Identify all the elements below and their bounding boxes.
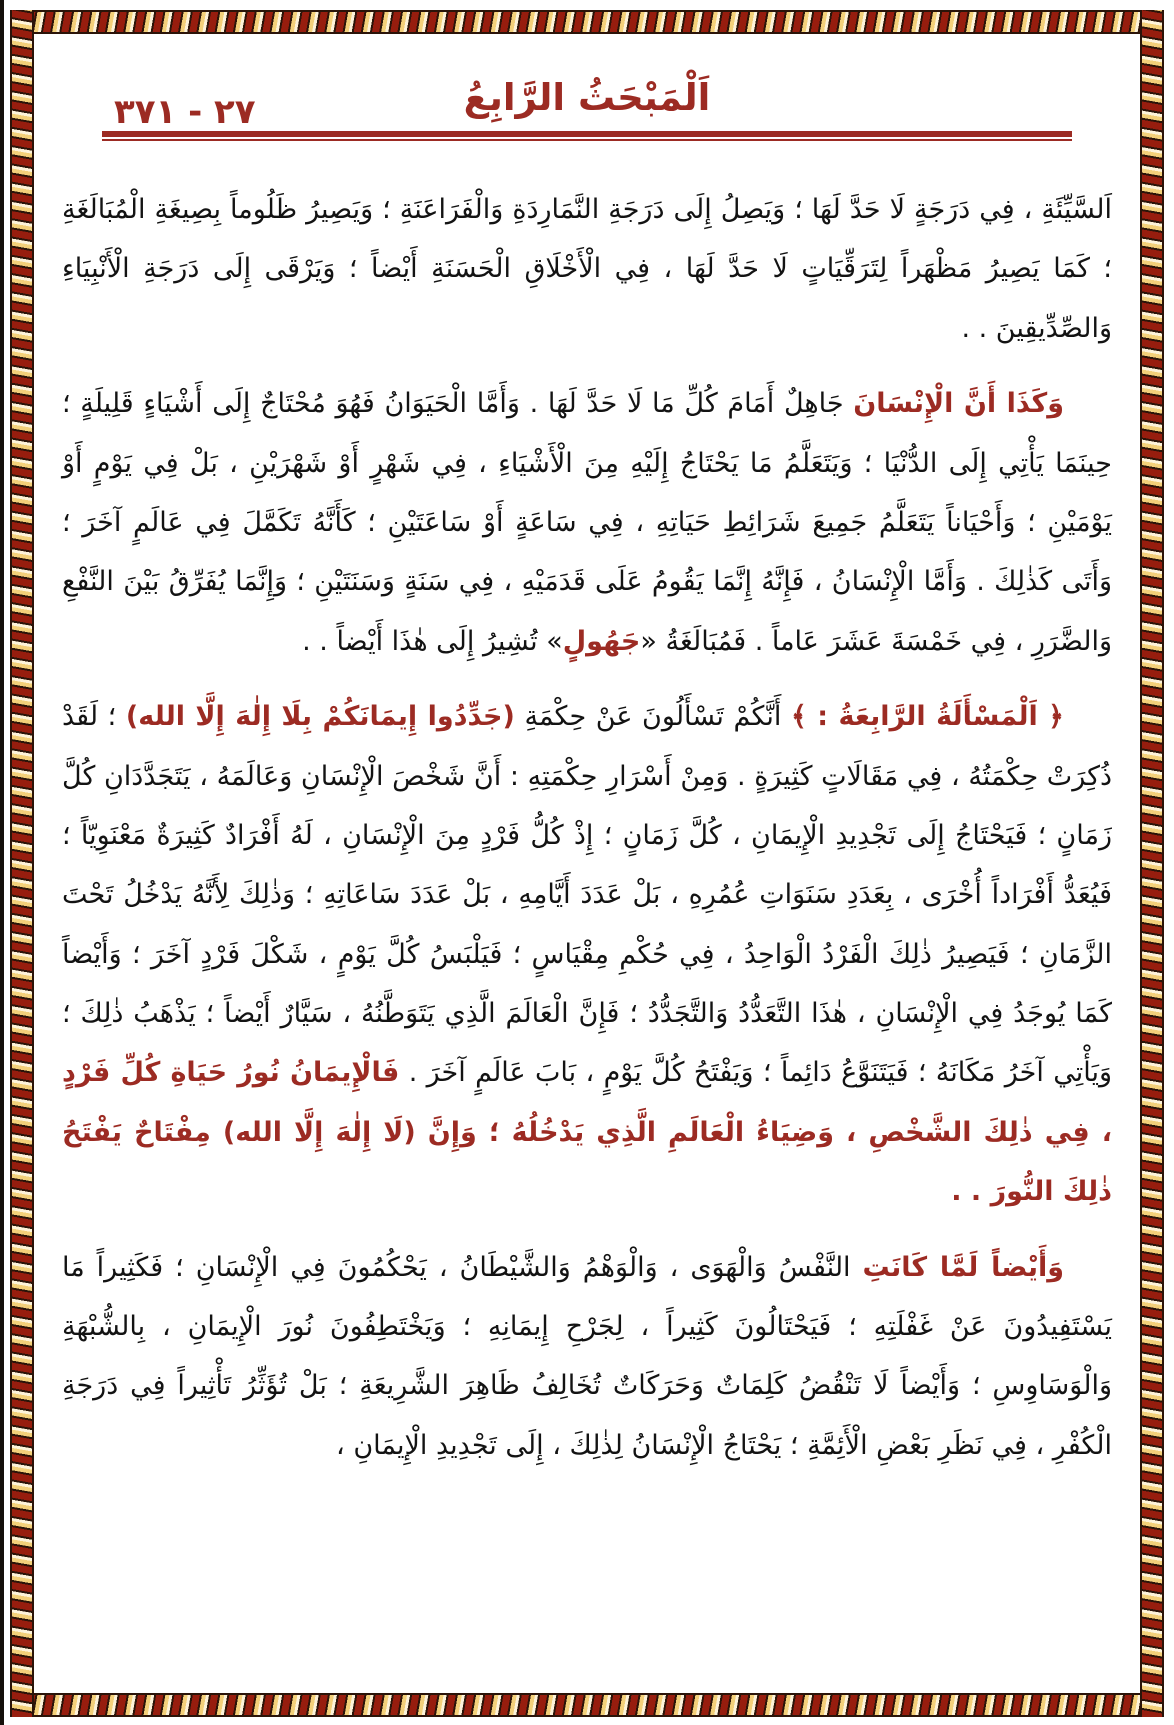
text-run: ﴿ اَلْمَسْأَلَةُ الرَّابِعَةُ : ﴾: [791, 701, 1064, 733]
ornamental-border-left: [10, 10, 34, 1717]
paragraph: [62, 687, 1112, 1222]
paragraph: [62, 374, 1112, 671]
text-run: وَأَيْضاً لَمَّا كَانَتِ: [862, 1251, 1064, 1283]
page-content: [48, 38, 1126, 1689]
page-number: ٣٧١ - ٢٧: [114, 92, 256, 132]
text-run: اَلسَّيِّئَةِ ، فِي دَرَجَةٍ لَا حَدَّ لَهَا ؛ وَيَصِلُ إِلَى دَرَجَةِ النَّمَارِدَةِ وَالْفَرَاعَنَةِ ؛ وَيَصِيرُ ظَلُوماً بِصِيغَةِ الْمُبَالَغَةِ ؛ كَمَا يَصِيرُ مَظْهَراً لِتَرَقِّيَاتٍ لَا حَدَّ لَهَا ، فِي الْأَخْلَاقِ الْحَسَنَةِ أَيْضاً ؛ وَيَرْقَى إِلَى دَرَجَةِ الْأَنْبِيَاءِ وَالصِّدِّيقِينَ . .: [62, 194, 1112, 344]
page-header: [62, 66, 1112, 158]
text-run: أَنَّكُمْ تَسْأَلُونَ عَنْ حِكْمَةِ: [514, 701, 792, 733]
title-divider-rule: [102, 131, 1072, 141]
text-run: ؛ لَقَدْ ذُكِرَتْ حِكْمَتُهُ ، فِي مَقَالَاتٍ كَثِيرَةٍ . وَمِنْ أَسْرَارِ حِكْمَتِهِ : أَنَّ شَخْصَ الْإِنْسَانِ وَعَالَمَهُ ، يَتَجَدَّدَانِ كُلَّ زَمَانٍ ؛ فَيَحْتَاجُ إِلَى تَجْدِيدِ الْإِيمَانِ ، كُلَّ زَمَانٍ ؛ إِذْ كُلُّ فَرْدٍ مِنَ الْإِنْسَانِ ، لَهُ أَفْرَادٌ كَثِيرَةٌ مَعْنَوِيّاً ؛ فَيُعَدُّ أَفْرَاداً أُخْرَى ، بِعَدَدِ سَنَوَاتِ عُمُرِهِ ، بَلْ عَدَدَ أَيَّامِهِ ، بَلْ عَدَدَ سَاعَاتِهِ ؛ وَذٰلِكَ لِأَنَّهُ يَدْخُلُ تَحْتَ الزَّمَانِ ؛ فَيَصِيرُ ذٰلِكَ الْفَرْدُ الْوَاحِدُ ، فِي حُكْمِ مِقْيَاسٍ ؛ فَيَلْبَسُ كُلَّ يَوْمٍ ، شَكْلَ فَرْدٍ آخَرَ ؛ وَأَيْضاً كَمَا يُوجَدُ فِي الْإِنْسَانِ ، هٰذَا التَّعَدُّدُ وَالتَّجَدُّدُ ؛ فَإِنَّ الْعَالَمَ الَّذِي يَتَوَطَّنُهُ ، سَيَّارٌ أَيْضاً ؛ يَذْهَبُ ذٰلِكَ ؛ وَيَأْتِي آخَرُ مَكَانَهُ ؛ فَيَتَنَوَّعُ دَائِماً ؛ وَيَفْتَحُ كُلَّ يَوْمٍ ، بَابَ عَالَمٍ آخَرَ .: [62, 701, 1113, 1089]
text-run: جَاهِلٌ أَمَامَ كُلِّ مَا لَا حَدَّ لَهَا . وَأَمَّا الْحَيَوَانُ فَهُوَ مُحْتَاجٌ إِلَى أَشْيَاءٍ قَلِيلَةٍ ؛ حِينَمَا يَأْتِي إِلَى الدُّنْيَا ؛ وَيَتَعَلَّمُ مَا يَحْتَاجُ إِلَيْهِ مِنَ الْأَشْيَاءِ ، فِي شَهْرٍ أَوْ شَهْرَيْنِ ، بَلْ فِي يَوْمٍ أَوْ يَوْمَيْنِ ؛ وَأَحْيَاناً يَتَعَلَّمُ جَمِيعَ شَرَائِطِ حَيَاتِهِ ، فِي سَاعَةٍ أَوْ سَاعَتَيْنِ ؛ كَأَنَّهُ تَكَمَّلَ فِي عَالَمٍ آخَرَ ؛ وَأَتَى كَذٰلِكَ . وَأَمَّا الْإِنْسَانُ ، فَإِنَّهُ إِنَّمَا يَقُومُ عَلَى قَدَمَيْهِ ، فِي سَنَةٍ وَسَنَتَيْنِ ؛ وَإِنَّمَا يُفَرِّقُ بَيْنَ النَّفْعِ وَالضَّرَرِ ، فِي خَمْسَةَ عَشَرَ عَاماً . فَمُبَالَغَةُ «: [62, 388, 1112, 657]
paragraph: [62, 1238, 1112, 1476]
text-run: وَكَذَا أَنَّ الْإِنْسَانَ: [853, 388, 1064, 420]
body-text: [62, 180, 1112, 1475]
page-edge-line: [0, 0, 4, 1725]
ornamental-border-right: [1140, 10, 1164, 1717]
text-run: (جَدِّدُوا إِيمَانَكُمْ بِلَا إِلٰهَ إِلَّا الله): [125, 701, 515, 733]
text-run: النَّفْسُ وَالْهَوَى ، وَالْوَهْمُ وَالشَّيْطَانُ ، يَحْكُمُونَ فِي الْإِنْسَانِ ؛ فَكَثِيراً مَا يَسْتَفِيدُونَ عَنْ غَفْلَتِهِ ؛ فَيَحْتَالُونَ كَثِيراً ، لِجَرْحِ إِيمَانِهِ ؛ وَيَخْتَطِفُونَ نُورَ الْإِيمَانِ ، بِالشُّبْهَةِ وَالْوَسَاوِسِ ؛ وَأَيْضاً لَا تَنْقُضُ كَلِمَاتٌ وَحَرَكَاتٌ تُخَالِفُ ظَاهِرَ الشَّرِيعَةِ ؛ بَلْ تُؤَثِّرُ تَأْثِيراً فِي دَرَجَةِ الْكُفْرِ ، فِي نَظَرِ بَعْضِ الْأَئِمَّةِ ؛ يَحْتَاجُ الْإِنْسَانُ لِذٰلِكَ ، إِلَى تَجْدِيدِ الْإِيمَانِ ،: [62, 1251, 1112, 1461]
paragraph: [62, 180, 1112, 358]
ornamental-border-top: [10, 10, 1164, 34]
text-run: جَهُولٍ: [562, 625, 641, 657]
page-title: اَلْمَبْحَثُ الرَّابِعُ: [463, 76, 711, 119]
text-run: فَالْإِيمَانُ نُورُ حَيَاةِ كُلِّ فَرْدٍ ، فِي ذٰلِكَ الشَّخْصِ ، وَضِيَاءُ الْعَالَمِ الَّذِي يَدْخُلُهُ ؛ وَإِنَّ (لَا إِلٰهَ إِلَّا الله) مِفْتَاحٌ يَفْتَحُ ذٰلِكَ النُّورَ . .: [62, 1057, 1112, 1208]
ornamental-border-bottom: [10, 1693, 1164, 1717]
text-run: » تُشِيرُ إِلَى هٰذَا أَيْضاً . .: [302, 625, 563, 657]
